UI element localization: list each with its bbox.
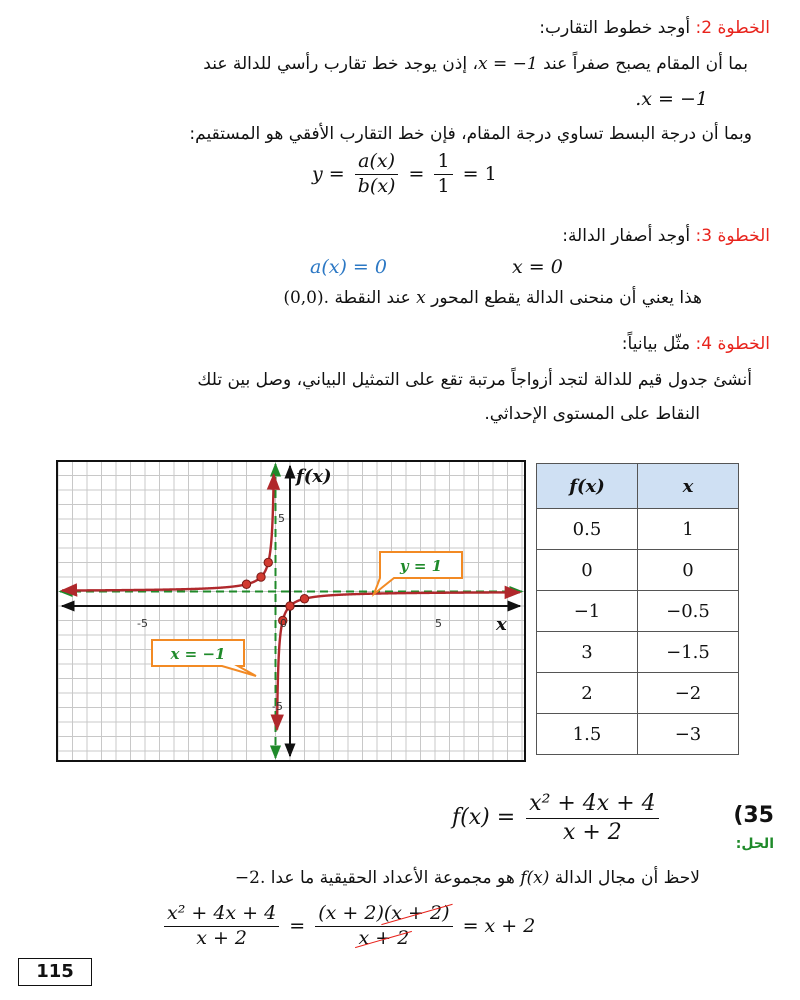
vertical-asymptote-eq: .x = −1 xyxy=(635,88,708,110)
problem35-function xyxy=(452,790,663,846)
data-point xyxy=(242,580,250,588)
tick-label-x-neg5: -5 xyxy=(137,617,148,630)
step4-text-line1: أنشئ جدول قيم للدالة لتجد أزواجاً مرتبة تقع على التمثيل البياني، وصل بين تلك xyxy=(197,370,752,390)
simp-eq: = xyxy=(289,914,306,937)
eq-den2: 1 xyxy=(437,174,450,197)
step3-text-mid: عند النقطة xyxy=(334,288,411,308)
table-cell-f: 2 xyxy=(537,673,638,714)
step3-heading xyxy=(562,226,770,246)
table-cell-x: 1 xyxy=(638,509,739,550)
table-row xyxy=(537,509,739,550)
table-cell-f: 1.5 xyxy=(537,714,638,755)
cancelled-factor-den: x + 2 xyxy=(358,926,410,949)
cancelled-factor-num: (x + 2) xyxy=(383,902,450,924)
callout-horizontal-asymptote xyxy=(374,552,462,594)
eq-mid: = xyxy=(408,162,425,185)
simp-result: = x + 2 xyxy=(462,914,536,937)
svg-text:x = −1: x = −1 xyxy=(170,645,226,663)
data-point xyxy=(300,595,308,603)
step2-text-eq: x = −1 xyxy=(477,54,538,74)
tick-label-y-pos5: 5 xyxy=(278,512,285,525)
eq-num: a(x) xyxy=(355,150,399,175)
eq-rhs: = 1 xyxy=(462,162,497,185)
table-cell-x: −0.5 xyxy=(638,591,739,632)
problem35-numerator: x² + 4x + 4 xyxy=(526,790,658,819)
zeros-eq-a: a(x) = 0 xyxy=(310,256,387,278)
curve-right-branch xyxy=(277,592,520,729)
step3-point: (0,0). xyxy=(283,288,330,308)
curve-left-branch xyxy=(62,475,274,591)
step3-label: الخطوة 3: xyxy=(695,226,770,246)
horizontal-asymptote-eq xyxy=(312,150,497,199)
origin-label: 0 xyxy=(280,617,287,630)
step3-axis-var: x xyxy=(416,288,426,308)
step4-text-line2: النقاط على المستوى الإحداثي. xyxy=(484,404,700,424)
step4-label: الخطوة 4: xyxy=(695,334,770,354)
zeros-eq-x: x = 0 xyxy=(512,256,563,278)
table-row xyxy=(537,591,739,632)
data-point xyxy=(264,558,272,566)
simp-num2-a: (x + 2) xyxy=(318,902,384,924)
simp-fraction-2 xyxy=(315,902,452,951)
table-cell-f: 0.5 xyxy=(537,509,638,550)
fraction-a-over-b xyxy=(355,150,399,199)
table-cell-x: −2 xyxy=(638,673,739,714)
svg-text:y = 1: y = 1 xyxy=(399,557,443,575)
table-row xyxy=(537,673,739,714)
table-cell-x: 0 xyxy=(638,550,739,591)
degree-text: وبما أن درجة البسط تساوي درجة المقام، فإن خط التقارب الأفقي هو المستقيم: xyxy=(189,124,752,144)
step2-heading xyxy=(539,18,770,38)
table-cell-f: 0 xyxy=(537,550,638,591)
tick-label-x-pos5: 5 xyxy=(435,617,442,630)
page-number: 115 xyxy=(18,958,92,986)
table-cell-x: −1.5 xyxy=(638,632,739,673)
table-header-row xyxy=(537,464,739,509)
domain-text xyxy=(235,868,700,888)
table-cell-x: −3 xyxy=(638,714,739,755)
step2-label: الخطوة 2: xyxy=(695,18,770,38)
solution-label: الحل: xyxy=(735,836,774,852)
step2-paragraph xyxy=(203,54,748,74)
data-point xyxy=(257,573,265,581)
simplification xyxy=(160,902,535,951)
step4-title: مثّل بيانياً: xyxy=(621,334,691,354)
simp-fraction-1 xyxy=(164,902,279,951)
problem-number: 35) xyxy=(733,803,774,828)
callout-vertical-asymptote xyxy=(152,640,256,676)
eq-den: b(x) xyxy=(357,174,396,197)
x-axis-label: x xyxy=(496,614,507,635)
step4-heading xyxy=(622,334,770,354)
eq-lhs: y = xyxy=(312,162,345,185)
step3-text-pre: هذا يعني أن منحنى الدالة يقطع المحور xyxy=(431,288,702,308)
eq-num2: 1 xyxy=(434,150,452,175)
fraction-one-over-one xyxy=(434,150,452,199)
problem35-fraction xyxy=(526,790,658,846)
problem35-f-lhs: f(x) = xyxy=(452,805,516,830)
domain-val: .2− xyxy=(234,868,266,888)
problem35-denominator: x + 2 xyxy=(562,819,622,845)
simp-den1: x + 2 xyxy=(196,926,248,949)
y-axis-label: f(x) xyxy=(296,466,332,487)
graph-svg xyxy=(58,462,524,760)
table-header-x: x xyxy=(638,464,739,509)
domain-pre: لاحظ أن مجال الدالة xyxy=(554,868,700,888)
data-point xyxy=(286,602,294,610)
simp-num1: x² + 4x + 4 xyxy=(164,902,279,927)
step3-title: أوجد أصفار الدالة: xyxy=(562,226,691,246)
table-row xyxy=(537,632,739,673)
table-row xyxy=(537,550,739,591)
domain-fx: f(x) xyxy=(520,868,550,888)
value-table xyxy=(536,463,739,755)
tick-label-y-neg5: -5 xyxy=(272,700,283,713)
domain-post: هو مجموعة الأعداد الحقيقية ما عدا xyxy=(270,868,515,888)
step2-text-pre: بما أن المقام يصبح صفراً عند xyxy=(543,54,748,74)
table-row xyxy=(537,714,739,755)
table-header-f: f(x) xyxy=(537,464,638,509)
step2-title: أوجد خطوط التقارب: xyxy=(539,18,691,38)
table-cell-f: −1 xyxy=(537,591,638,632)
function-graph xyxy=(56,460,526,762)
step3-paragraph xyxy=(283,288,702,308)
table-cell-f: 3 xyxy=(537,632,638,673)
step2-text-post: ، إذن يوجد خط تقارب رأسي للدالة عند xyxy=(203,54,478,74)
